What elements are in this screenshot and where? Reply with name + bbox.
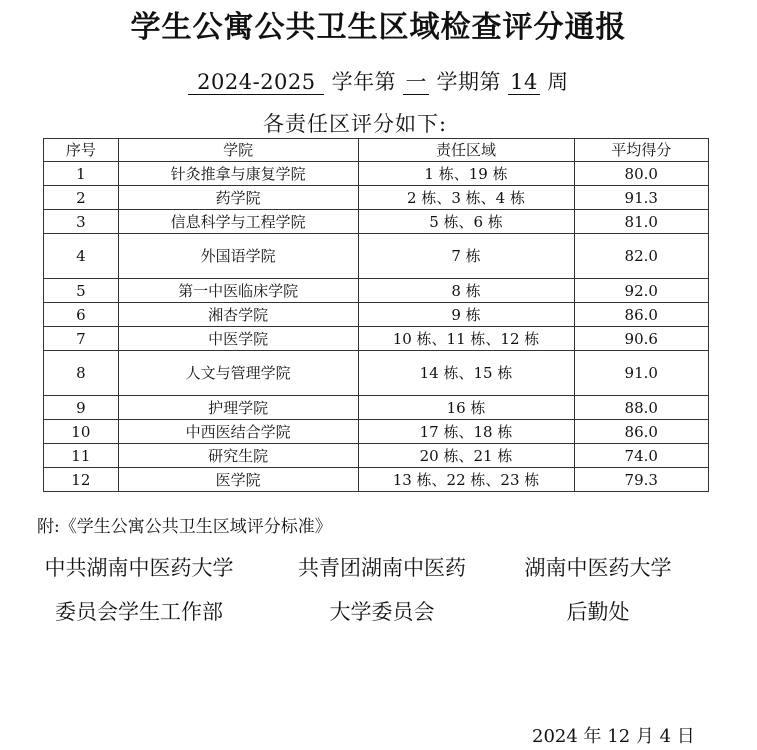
cell-score: 86.0 [574,303,709,327]
cell-no: 1 [44,162,119,186]
cell-college: 人文与管理学院 [118,351,358,396]
cell-area: 13 栋、22 栋、23 栋 [358,468,574,492]
cell-score: 92.0 [574,279,709,303]
cell-area: 2 栋、3 栋、4 栋 [358,186,574,210]
signer-line1: 共青团湖南中医药 [298,556,466,580]
cell-area: 20 栋、21 栋 [358,444,574,468]
table-row [44,327,709,351]
table-row [44,186,709,210]
cell-area: 16 栋 [358,396,574,420]
cell-no: 5 [44,279,119,303]
table-header-row [44,139,709,162]
cell-college: 医学院 [118,468,358,492]
cell-score: 91.3 [574,186,709,210]
table-row [44,351,709,396]
cell-score: 81.0 [574,210,709,234]
cell-college: 研究生院 [118,444,358,468]
header-no: 序号 [44,139,119,162]
intro-text: 各责任区评分如下: [263,112,448,136]
cell-college: 第一中医临床学院 [118,279,358,303]
header-college: 学院 [118,139,358,162]
cell-area: 1 栋、19 栋 [358,162,574,186]
cell-no: 3 [44,210,119,234]
cell-no: 10 [44,420,119,444]
week-number: 14 [510,70,538,94]
table-row [44,420,709,444]
academic-period [0,66,757,96]
table-row [44,444,709,468]
cell-college: 信息科学与工程学院 [118,210,358,234]
signer-youth-league [282,548,482,632]
period-text-semester: 学期第 [436,70,501,94]
cell-score: 88.0 [574,396,709,420]
signer-line2: 大学委员会 [329,600,435,624]
cell-score: 86.0 [574,420,709,444]
cell-college: 护理学院 [118,396,358,420]
cell-college: 针灸推拿与康复学院 [118,162,358,186]
cell-score: 82.0 [574,234,709,279]
signer-line1: 湖南中医药大学 [524,556,672,580]
signer-logistics [512,548,684,632]
signer-line1: 中共湖南中医药大学 [44,556,234,580]
cell-college: 湘杏学院 [118,303,358,327]
table-row [44,279,709,303]
cell-no: 6 [44,303,119,327]
cell-score: 80.0 [574,162,709,186]
header-score: 平均得分 [574,139,709,162]
table-row [44,162,709,186]
cell-score: 90.6 [574,327,709,351]
cell-no: 4 [44,234,119,279]
table-row [44,303,709,327]
cell-college: 外国语学院 [118,234,358,279]
score-table [43,138,709,492]
cell-no: 2 [44,186,119,210]
cell-area: 5 栋、6 栋 [358,210,574,234]
cell-no: 12 [44,468,119,492]
cell-no: 7 [44,327,119,351]
attachment-note: 附:《学生公寓公共卫生区域评分标准》 [37,517,332,537]
page-title: 学生公寓公共卫生区域检查评分通报 [130,10,627,45]
cell-score: 74.0 [574,444,709,468]
period-text-year: 学年第 [331,70,397,94]
cell-area: 8 栋 [358,279,574,303]
cell-area: 17 栋、18 栋 [358,420,574,444]
cell-area: 9 栋 [358,303,574,327]
signer-line2: 委员会学生工作部 [55,600,223,624]
table-row [44,210,709,234]
signer-student-affairs [28,548,250,632]
cell-no: 8 [44,351,119,396]
header-area: 责任区域 [358,139,574,162]
cell-score: 91.0 [574,351,709,396]
table-row [44,468,709,492]
cell-college: 中医学院 [118,327,358,351]
cell-area: 7 栋 [358,234,574,279]
semester: 一 [403,70,429,95]
signer-line2: 后勤处 [566,600,630,624]
cell-area: 14 栋、15 栋 [358,351,574,396]
cell-college: 药学院 [118,186,358,210]
cell-area: 10 栋、11 栋、12 栋 [358,327,574,351]
table-row [44,396,709,420]
cell-college: 中西医结合学院 [118,420,358,444]
table-row [44,234,709,279]
year-range: 2024-2025 [188,70,324,95]
cell-no: 11 [44,444,119,468]
cell-no: 9 [44,396,119,420]
issue-date: 2024 年 12 月 4 日 [532,726,695,747]
cell-score: 79.3 [574,468,709,492]
period-text-week: 周 [547,70,569,94]
